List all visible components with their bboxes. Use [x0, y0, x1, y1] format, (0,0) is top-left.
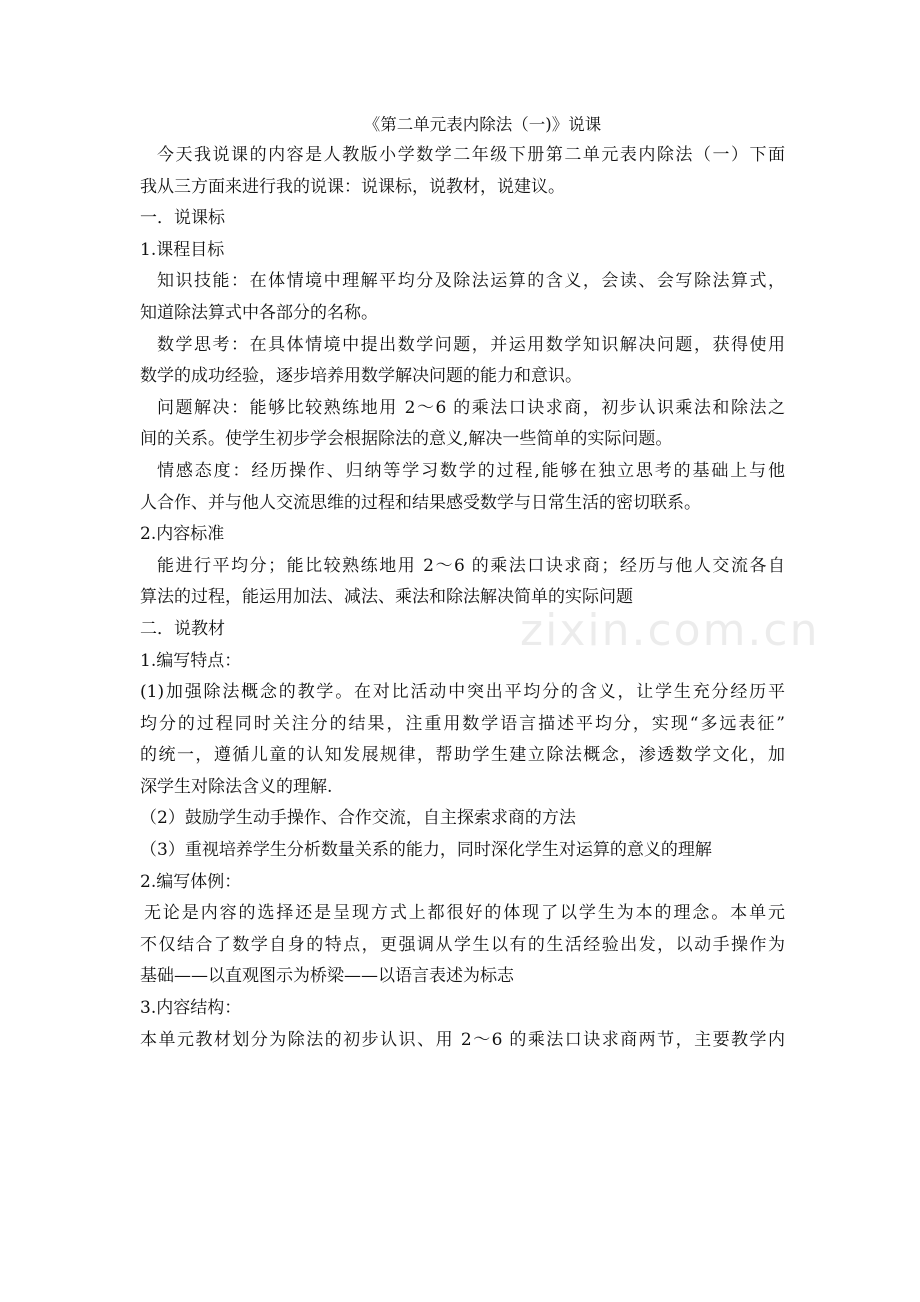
text-line: 不仅结合了数学自身的特点，更强调从学生以有的生活经验出发，以动手操作为	[140, 934, 785, 955]
subheading-writing-style: 2.编写体例：	[140, 871, 242, 892]
subheading-writing-features: 1.编写特点：	[140, 650, 242, 671]
text-line: （3）重视培养学生分析数量关系的能力，同时深化学生对运算的意义的理解	[140, 840, 712, 861]
text-line: 数学的成功经验，逐步培养用数学解决问题的能力和意识。	[140, 366, 582, 387]
text-line: （2）鼓励学生动手操作、合作交流，自主探索求商的方法	[140, 808, 576, 829]
text-line: 间的关系。使学生初步学会根据除法的意义,解决一些简单的实际问题。	[140, 429, 673, 450]
text-line: 基础——以直观图示为桥梁——以语言表述为标志	[140, 966, 514, 987]
document-body	[140, 110, 785, 1056]
text-line: 人合作、并与他人交流思维的过程和结果感受数学与日常生活的密切联系。	[140, 492, 701, 513]
intro-line-1: 今天我说课的内容是人教版小学数学二年级下册第二单元表内除法（一）下面	[157, 145, 785, 165]
text-line: 知识技能：在体情境中理解平均分及除法运算的含义，会读、会写除法算式，	[157, 271, 785, 292]
subheading-content-structure: 3.内容结构：	[140, 998, 242, 1019]
text-line: 能进行平均分；能比较熟练地用 2～6 的乘法口诀求商；经历与他人交流各自	[157, 555, 785, 576]
text-line: 问题解决：能够比较熟练地用 2～6 的乘法口诀求商，初步认识乘法和除法之	[157, 397, 785, 418]
intro-line-2: 我从三方面来进行我的说课：说课标，说教材，说建议。	[140, 176, 565, 197]
text-line: 算法的过程，能运用加法、减法、乘法和除法解决简单的实际问题	[140, 587, 633, 608]
text-line: 知道除法算式中各部分的名称。	[140, 302, 378, 323]
subheading-content-standards: 2.内容标准	[140, 524, 225, 545]
text-line: 本单元教材划分为除法的初步认识、用 2～6 的乘法口诀求商两节，主要教学内	[140, 1029, 785, 1050]
section-heading-textbook: 二．说教材	[140, 618, 225, 639]
text-line: (1)加强除法概念的教学。在对比活动中突出平均分的含义，让学生充分经历平	[140, 682, 785, 703]
text-line: 深学生对除法含义的理解.	[140, 776, 333, 797]
text-line: 均分的过程同时关注分的结果，注重用数学语言描述平均分，实现“多远表征”	[140, 713, 785, 734]
watermark: zixin.com.cn	[520, 605, 820, 656]
document-title: 《第二单元表内除法（一)》说课	[363, 115, 602, 134]
text-line: 的统一，遵循儿童的认知发展规律，帮助学生建立除法概念，渗透数学文化，加	[140, 745, 785, 766]
text-line: 情感态度：经历操作、归纳等学习数学的过程,能够在独立思考的基础上与他	[157, 460, 785, 481]
text-line: 无论是内容的选择还是呈现方式上都很好的体现了以学生为本的理念。本单元	[144, 903, 785, 924]
subheading-course-goals: 1.课程目标	[140, 239, 225, 260]
section-heading-curriculum-standards: 一．说课标	[140, 208, 225, 229]
text-line: 数学思考：在具体情境中提出数学问题，并运用数学知识解决问题，获得使用	[157, 334, 785, 355]
